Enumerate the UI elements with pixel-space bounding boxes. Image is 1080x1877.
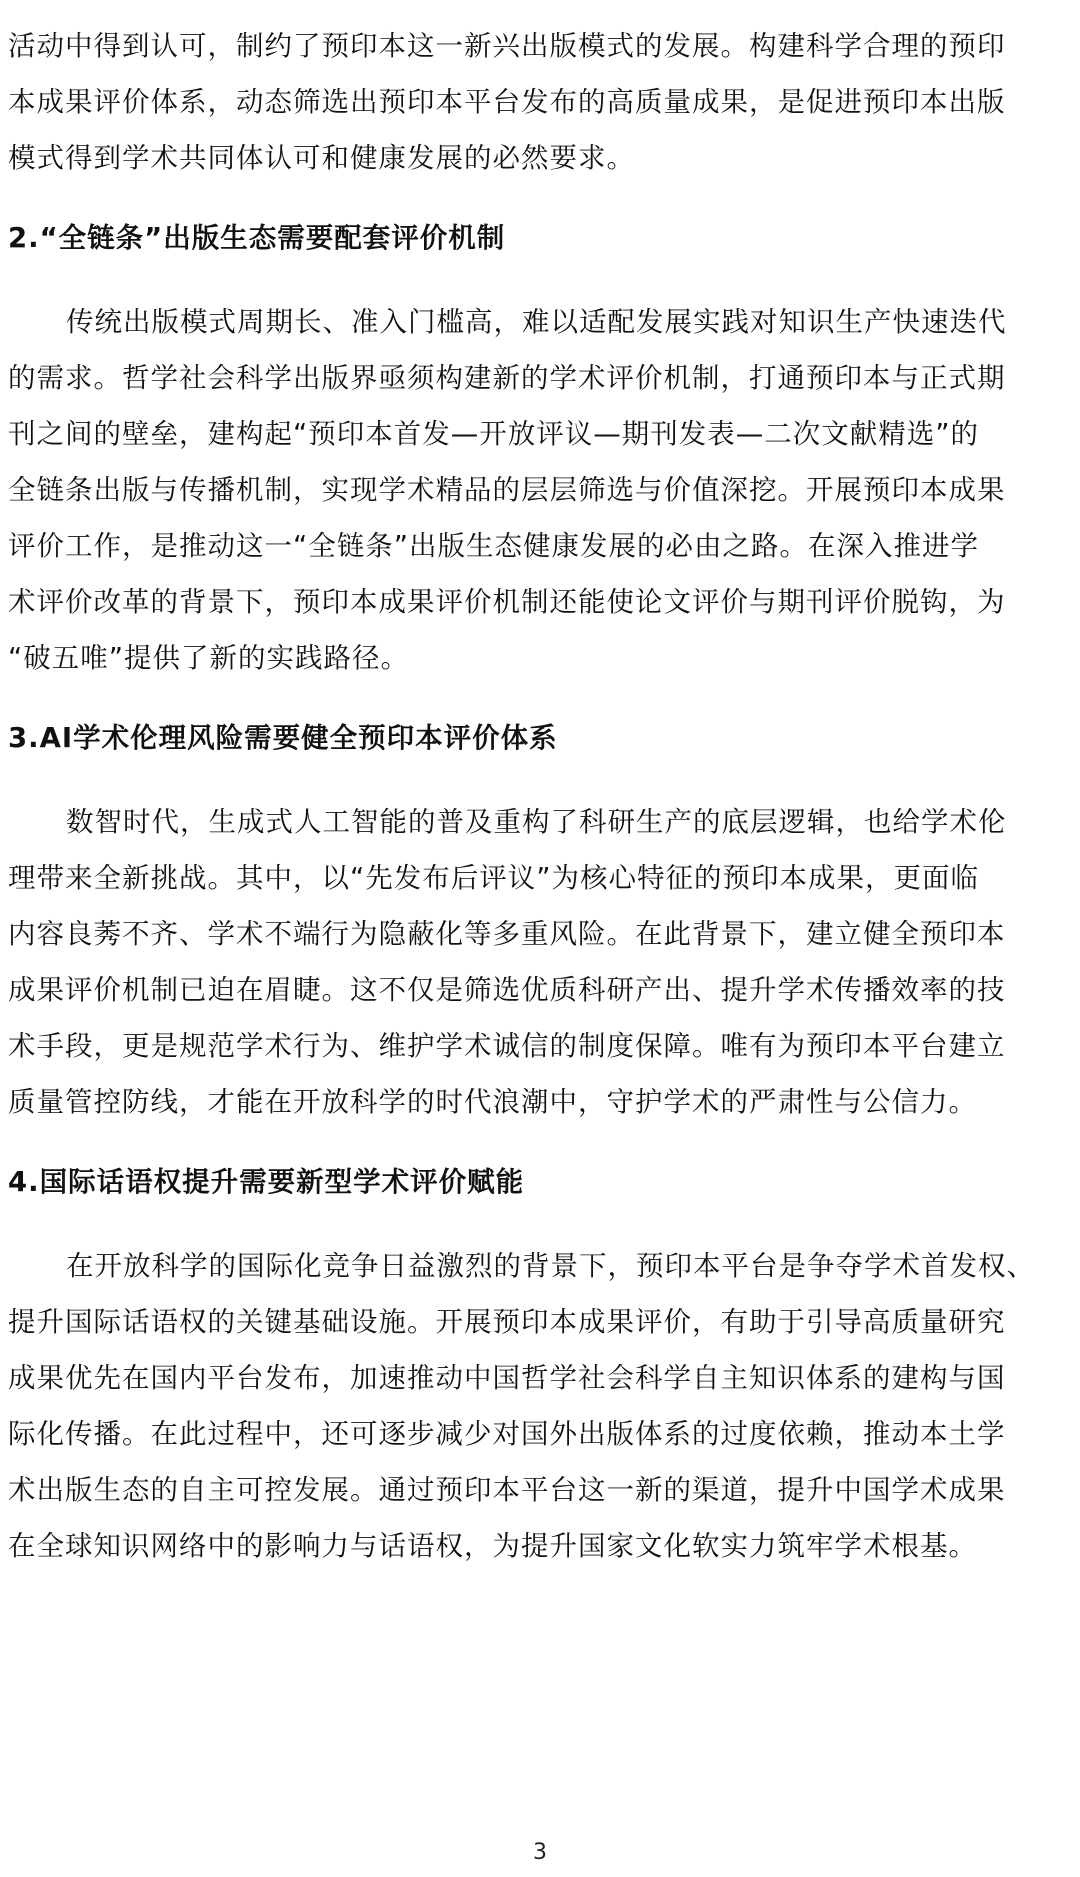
text-line: 成果优先在国内平台发布，加速推动中国哲学社会科学自主知识体系的建构与国 — [8, 1362, 1006, 1394]
section-heading-3: 3.AI学术伦理风险需要健全预印本评价体系 — [8, 722, 558, 754]
text-line: 数智时代，生成式人工智能的普及重构了科研生产的底层逻辑，也给学术伦 — [66, 806, 1007, 838]
text-line: 际化传播。在此过程中，还可逐步减少对国外出版体系的过度依赖，推动本土学 — [8, 1418, 1006, 1450]
text-line: 在开放科学的国际化竞争日益激烈的背景下，预印本平台是争夺学术首发权、 — [66, 1250, 1035, 1282]
paragraph-section-2 — [8, 294, 1080, 686]
text-line: 术评价改革的背景下，预印本成果评价机制还能使论文评价与期刊评价脱钩，为 — [8, 586, 1006, 618]
text-line: 理带来全新挑战。其中，以“先发布后评议”为核心特征的预印本成果，更面临 — [8, 862, 979, 894]
text-line: 活动中得到认可，制约了预印本这一新兴出版模式的发展。构建科学合理的预印 — [8, 30, 1006, 62]
section-heading-2: 2.“全链条”出版生态需要配套评价机制 — [8, 222, 506, 254]
text-line: “破五唯”提供了新的实践路径。 — [8, 642, 409, 674]
text-line: 提升国际话语权的关键基础设施。开展预印本成果评价，有助于引导高质量研究 — [8, 1306, 1006, 1338]
page-number: 3 — [533, 1840, 547, 1865]
section-heading-4: 4.国际话语权提升需要新型学术评价赋能 — [8, 1166, 525, 1198]
text-line: 术手段，更是规范学术行为、维护学术诚信的制度保障。唯有为预印本平台建立 — [8, 1030, 1006, 1062]
text-line: 内容良莠不齐、学术不端行为隐蔽化等多重风险。在此背景下，建立健全预印本 — [8, 918, 1006, 950]
text-line: 刊之间的壁垒，建构起“预印本首发—开放评议—期刊发表—二次文献精选”的 — [8, 418, 979, 450]
text-line: 在全球知识网络中的影响力与话语权，为提升国家文化软实力筑牢学术根基。 — [8, 1530, 977, 1562]
paragraph-section-4 — [8, 1238, 1080, 1574]
text-line: 的需求。哲学社会科学出版界亟须构建新的学术评价机制，打通预印本与正式期 — [8, 362, 1006, 394]
text-line: 本成果评价体系，动态筛选出预印本平台发布的高质量成果，是促进预印本出版 — [8, 86, 1006, 118]
text-line: 传统出版模式周期长、准入门槛高，难以适配发展实践对知识生产快速迭代 — [66, 306, 1007, 338]
paragraph-intro-tail — [8, 18, 1080, 186]
text-line: 术出版生态的自主可控发展。通过预印本平台这一新的渠道，提升中国学术成果 — [8, 1474, 1006, 1506]
document-body — [8, 18, 1080, 1574]
text-line: 质量管控防线，才能在开放科学的时代浪潮中，守护学术的严肃性与公信力。 — [8, 1086, 977, 1118]
text-line: 模式得到学术共同体认可和健康发展的必然要求。 — [8, 142, 635, 174]
text-line: 评价工作，是推动这一“全链条”出版生态健康发展的必由之路。在深入推进学 — [8, 530, 979, 562]
text-line: 全链条出版与传播机制，实现学术精品的层层筛选与价值深挖。开展预印本成果 — [8, 474, 1006, 506]
paragraph-section-3 — [8, 794, 1080, 1130]
text-line: 成果评价机制已迫在眉睫。这不仅是筛选优质科研产出、提升学术传播效率的技 — [8, 974, 1006, 1006]
